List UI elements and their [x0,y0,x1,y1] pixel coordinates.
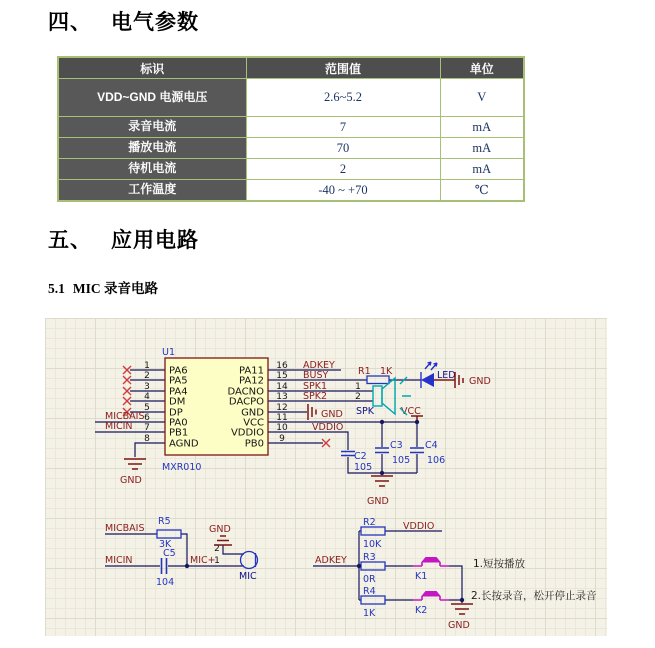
pin-name: PA5 [169,375,188,387]
power-label-vcc: VCC [401,406,421,417]
row-unit: mA [440,138,524,159]
chip-right-pin-numbers [276,361,288,444]
row-label: 录音电流 [58,117,246,138]
mic-circuit-schematic [45,318,607,636]
c2-ref: C2 [354,451,367,462]
pin-number: 2 [144,371,150,381]
resistor-r5 [157,530,181,538]
capacitor-c3 [375,448,389,453]
pin-name: PB1 [169,427,189,439]
net-label-micin: MICIN [105,555,133,566]
c3-value: 105 [392,455,411,466]
pin-name: DM [169,396,186,408]
table-row [58,180,524,202]
r1-ref: R1 [358,366,371,377]
k1-label: K1 [415,571,428,582]
net-label-adkey: ADKEY [303,360,335,371]
resistor-r4 [361,596,385,604]
net-label-vddio: VDDIO [403,521,435,532]
pin-number: 14 [276,382,288,392]
capacitor-c4 [410,448,424,453]
c2-value: 105 [354,462,373,473]
resistor-r3 [361,562,385,570]
net-label-busy: BUSY [303,370,329,381]
spk-pin2: 2 [355,392,361,402]
table-row [58,117,524,138]
ground-symbol [448,600,473,631]
electrical-parameters-table [57,56,525,202]
gnd-label: GND [469,376,491,387]
pin-name: PA6 [169,365,188,377]
chip-left-pin-numbers [144,361,150,444]
r1-value: 1K [380,366,393,377]
pushbutton-k2 [413,591,449,600]
subsection-number: 5.1 [48,281,65,296]
pin-name: PA12 [239,375,264,387]
pin-number: 4 [144,392,150,402]
microphone-symbol [241,552,258,569]
gnd-label: GND [209,524,231,535]
col-header-identifier: 标识 [58,57,246,79]
net-label-micbais: MICBAIS [105,523,145,534]
net-label-micin: MICIN [105,421,133,432]
led-label: LED [437,370,456,381]
net-label-adkey: ADKEY [315,555,347,566]
pin-name: DACNO [227,386,264,398]
pin-name: PA4 [169,386,188,398]
gnd-label: GND [448,620,470,631]
table-row [58,138,524,159]
net-label-micbais: MICBAIS [105,411,145,422]
row-value: 2 [246,159,440,180]
mic-label: MIC [239,571,257,582]
r5-ref: R5 [158,516,171,527]
chip-ref: U1 [162,347,175,358]
pushbutton-k1 [413,557,449,566]
row-label: 播放电流 [58,138,246,159]
power-ground-symbol [308,404,316,420]
pin-number: 1 [144,361,150,371]
col-header-unit: 单位 [440,57,524,79]
r3-ref: R3 [363,552,376,563]
resistor-r2 [361,527,385,535]
r4-value: 1K [363,608,376,619]
capacitor-c5 [162,558,167,574]
chip-part-number: MXR010 [162,462,202,473]
c5-value: 104 [156,577,175,588]
c3-ref: C3 [390,440,403,451]
spk-label: SPK [356,406,374,417]
k2-label: K2 [415,605,428,616]
net-label-gnd: GND [321,409,343,420]
pin-number: 7 [144,423,150,433]
pin-number: 13 [276,392,288,402]
pin-name: VDDIO [230,427,264,439]
r2-value: 10K [363,539,382,550]
col-header-range: 范围值 [246,57,440,79]
c4-ref: C4 [425,440,438,451]
pin-number: 11 [276,413,288,423]
c5-ref: C5 [163,548,176,559]
pin-number: 5 [144,403,150,413]
pin-name: DP [169,407,183,419]
net-label-vddio: VDDIO [312,422,344,433]
c4-value: 106 [427,455,446,466]
row-unit: mA [440,117,524,138]
ground-symbol [120,459,146,486]
row-value: -40 ~ +70 [246,180,440,202]
pin-name: GND [241,407,264,419]
pin-number: 3 [144,382,150,392]
mic-pin1: 1 [214,556,220,566]
section4-number: 四、 [48,11,92,34]
gnd-label: GND [367,496,389,507]
mic-pin2: 2 [214,544,220,554]
resistor-r1 [367,376,389,384]
table-row [58,159,524,180]
pin-number: 9 [279,434,285,444]
pin-name: DACPO [228,396,264,408]
r4-ref: R4 [363,586,376,597]
spk-pin1: 1 [355,382,361,392]
net-label-mic-plus: MIC+ [190,555,216,566]
ground-symbol [367,473,393,507]
note-short-press: 1.短按播放 [473,558,526,570]
subsection-title: MIC 录音电路 [72,281,158,296]
pin-name: VCC [243,417,264,429]
pin-number: 15 [276,371,288,381]
section5-title: 应用电路 [111,229,199,252]
pin-name: PB0 [244,438,264,450]
pin-name: PA11 [239,365,264,377]
r2-ref: R2 [363,517,376,528]
row-value: 2.6~5.2 [246,79,440,117]
r5-value: 3K [159,539,172,550]
section5-number: 五、 [48,229,92,252]
pin-number: 8 [144,434,150,444]
section4-heading [48,6,199,36]
section5-heading [48,224,199,254]
r3-value: 0R [363,574,376,585]
row-value: 7 [246,117,440,138]
net-label-spk1: SPK1 [303,381,328,392]
pin-number: 6 [144,413,150,423]
pin-number: 12 [276,403,288,413]
led-symbol [421,362,437,388]
section4-title: 电气参数 [111,11,199,34]
subsection-5-1-heading [48,277,158,297]
pin-name: PA0 [169,417,188,429]
ground-symbol [209,524,232,545]
pin-number: 10 [276,423,288,433]
table-row [58,79,524,117]
pin-number: 16 [276,361,288,371]
note-long-press: 2.长按录音，松开停止录音 [471,590,597,602]
row-unit: ℃ [440,180,524,202]
gnd-label: GND [120,475,142,486]
row-unit: V [440,79,524,117]
pin-name: AGND [169,438,199,450]
row-value: 70 [246,138,440,159]
row-label: VDD~GND 电源电压 [58,79,246,117]
capacitor-c2 [341,452,355,456]
net-label-spk2: SPK2 [303,391,328,402]
row-label: 工作温度 [58,180,246,202]
row-label: 待机电流 [58,159,246,180]
row-unit: mA [440,159,524,180]
